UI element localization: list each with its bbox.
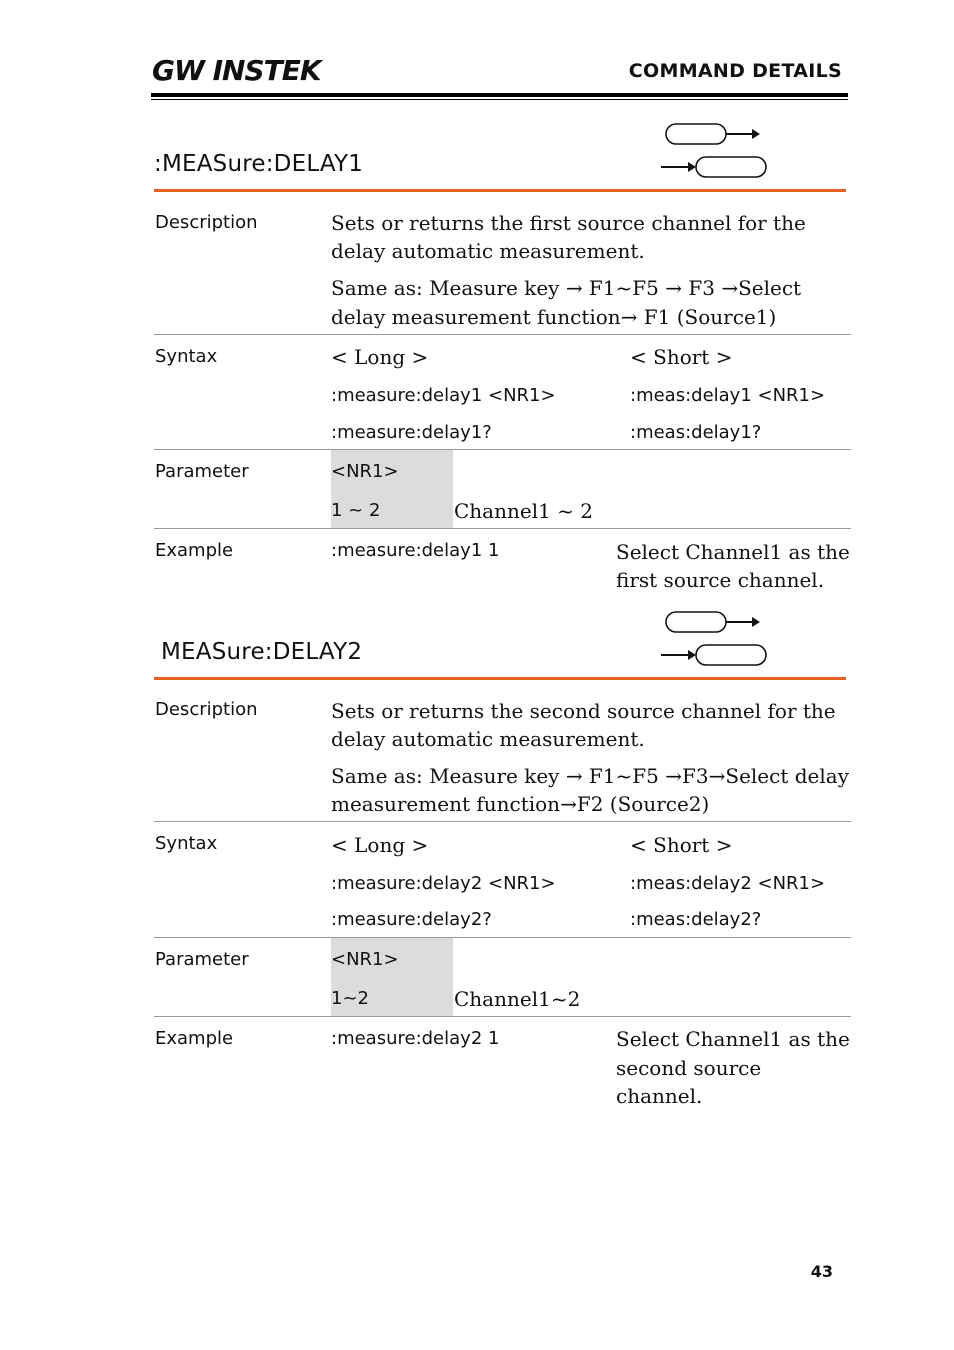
syntax-long-query: :measure:delay2? <box>331 909 492 930</box>
syntax-long-header: < Long > <box>331 833 429 857</box>
row-divider <box>154 449 851 450</box>
parameter-description: Channel1 ~ 2 <box>454 499 594 523</box>
example-command: :measure:delay2 1 <box>331 1028 500 1049</box>
parameter-label: Parameter <box>155 461 249 482</box>
header-rule <box>151 93 848 97</box>
row-divider <box>154 528 851 529</box>
description-label: Description <box>155 699 258 720</box>
section-title: COMMAND DETAILS <box>628 60 842 82</box>
example-description: Select Channel1 as the <box>616 1027 850 1051</box>
row-divider <box>154 821 851 822</box>
example-description: second source <box>616 1056 762 1080</box>
parameter-label: Parameter <box>155 949 249 970</box>
set-and-query-icon <box>660 122 770 182</box>
example-label: Example <box>155 540 234 561</box>
description-line: delay automatic measurement. <box>331 727 645 751</box>
syntax-long-query: :measure:delay1? <box>331 422 492 443</box>
row-divider <box>154 1016 851 1017</box>
syntax-short-set: :meas:delay1 <NR1> <box>630 385 826 406</box>
description-label: Description <box>155 212 258 233</box>
example-description: channel. <box>616 1084 703 1108</box>
same-as-line: delay measurement function→ F1 (Source1) <box>331 305 777 329</box>
title-rule <box>154 189 846 192</box>
syntax-label: Syntax <box>155 346 218 367</box>
parameter-description: Channel1~2 <box>454 987 581 1011</box>
description-line: delay automatic measurement. <box>331 239 645 263</box>
syntax-short-header: < Short > <box>630 345 733 369</box>
page-number: 43 <box>810 1262 833 1281</box>
parameter-value: 1 ~ 2 <box>331 500 381 521</box>
svg-text:GW INSTEK: GW INSTEK <box>152 55 321 85</box>
description-line: Sets or returns the first source channel for the <box>331 211 806 235</box>
row-divider <box>154 334 851 335</box>
title-rule <box>154 677 846 680</box>
command-title: MEASure:DELAY2 <box>161 639 363 665</box>
same-as-line: measurement function→F2 (Source2) <box>331 792 710 816</box>
syntax-short-set: :meas:delay2 <NR1> <box>630 873 826 894</box>
same-as-line: Same as: Measure key → F1~F5 →F3→Select delay <box>331 764 849 788</box>
command-title: :MEASure:DELAY1 <box>154 151 364 177</box>
example-label: Example <box>155 1028 234 1049</box>
example-command: :measure:delay1 1 <box>331 540 500 561</box>
syntax-long-set: :measure:delay1 <NR1> <box>331 385 556 406</box>
syntax-short-query: :meas:delay2? <box>630 909 762 930</box>
example-description: Select Channel1 as the <box>616 540 850 564</box>
description-line: Sets or returns the second source channel for the <box>331 699 836 723</box>
syntax-label: Syntax <box>155 833 218 854</box>
same-as-line: Same as: Measure key → F1~F5 → F3 →Select <box>331 276 802 300</box>
syntax-long-header: < Long > <box>331 345 429 369</box>
gw-instek-logo <box>152 55 324 85</box>
parameter-name: <NR1> <box>331 461 399 482</box>
header-rule-thin <box>151 99 848 100</box>
example-description: first source channel. <box>616 568 825 592</box>
syntax-long-set: :measure:delay2 <NR1> <box>331 873 556 894</box>
row-divider <box>154 937 851 938</box>
parameter-value: 1~2 <box>331 988 369 1009</box>
syntax-short-header: < Short > <box>630 833 733 857</box>
parameter-name: <NR1> <box>331 949 399 970</box>
syntax-short-query: :meas:delay1? <box>630 422 762 443</box>
set-and-query-icon <box>660 610 770 670</box>
